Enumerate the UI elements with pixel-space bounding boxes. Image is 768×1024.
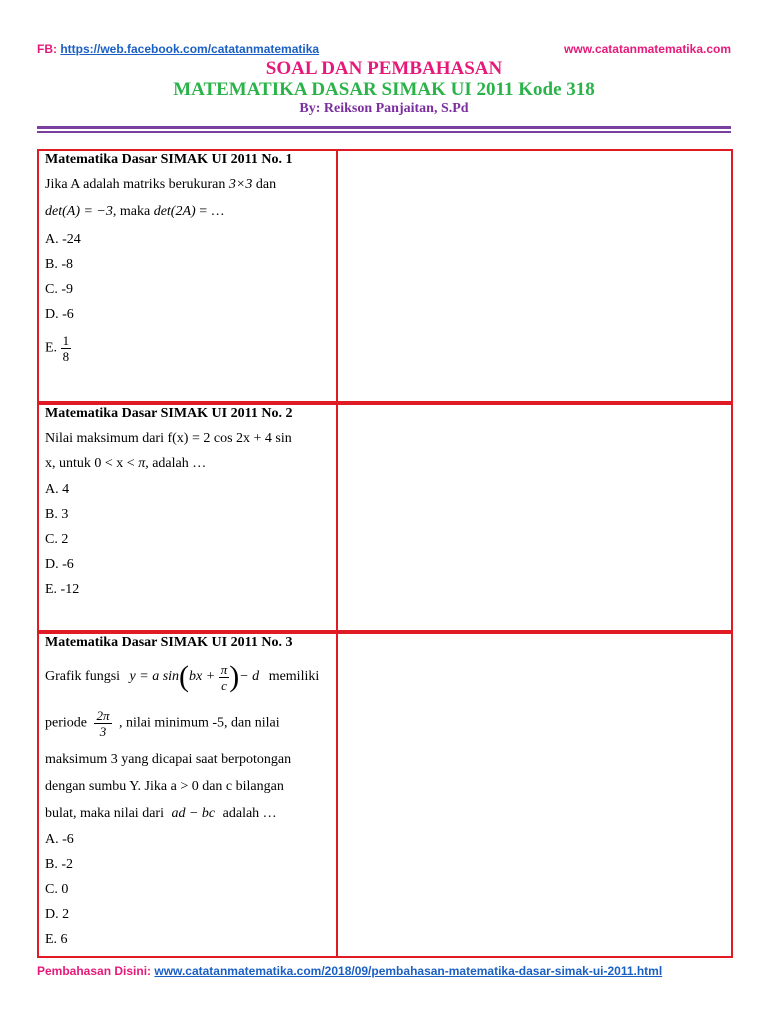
q3-memiliki: memiliki [268, 669, 320, 684]
q3-option-a: A. -6 [45, 832, 74, 847]
q3-y-asin: y = a sin [129, 669, 180, 684]
q3-grafik: Grafik fungsi [45, 669, 121, 684]
q3-period-fraction [94, 708, 111, 739]
q1-option-d: D. -6 [45, 307, 74, 322]
q2-pi: π [138, 456, 146, 471]
q2-option-b: B. 3 [45, 507, 69, 522]
q1-option-e [45, 333, 71, 364]
q3-adalah: adalah … [222, 806, 277, 821]
fraction-numerator: 2π [96, 708, 110, 723]
q3-option-d: D. 2 [45, 907, 70, 922]
q1-maka: , maka [112, 204, 151, 219]
question-3-line-3: maksimum 3 yang dicapai saat berpotongan [45, 752, 292, 767]
fraction-numerator: π [220, 661, 228, 677]
question-2-cell [37, 403, 338, 632]
fraction-numerator: 1 [62, 333, 70, 348]
q1-option-a: A. -24 [45, 232, 81, 247]
footer-label: Pembahasan Disini: [37, 964, 152, 978]
q1-option-c: C. -9 [45, 282, 73, 297]
q1-equals: = … [199, 204, 225, 219]
question-3-line-1 [45, 660, 319, 694]
q3-periode: periode [45, 715, 87, 731]
answer-3-cell [338, 632, 733, 958]
fraction-denominator: c [221, 677, 227, 693]
q1-option-e-label: E. [45, 340, 58, 356]
footer [37, 964, 662, 978]
question-3-heading: Matematika Dasar SIMAK UI 2011 No. 3 [45, 635, 293, 650]
q3-option-c: C. 0 [45, 882, 69, 897]
q1-text-dan: dan [255, 177, 277, 192]
page-subtitle: MATEMATIKA DASAR SIMAK UI 2011 Kode 318 [173, 79, 595, 100]
q2-option-e: E. -12 [45, 582, 80, 597]
answer-2-cell [338, 403, 733, 632]
question-2-line-1: Nilai maksimum dari f(x) = 2 cos 2x + 4 sin [45, 431, 292, 446]
question-3-line-2 [45, 708, 280, 739]
author-line: By: Reikson Panjaitan, S.Pd [299, 101, 469, 116]
q2-option-d: D. -6 [45, 557, 74, 572]
q3-option-e: E. 6 [45, 932, 68, 947]
question-3-cell [37, 632, 338, 958]
question-1-heading: Matematika Dasar SIMAK UI 2011 No. 1 [45, 152, 293, 167]
q3-bx: bx + [189, 669, 216, 684]
question-3-line-4: dengan sumbu Y. Jika a > 0 dan c bilangan [45, 779, 284, 794]
page-title: SOAL DAN PEMBAHASAN [265, 58, 503, 79]
q3-nilai-min: , nilai minimum -5, dan nilai [119, 715, 280, 731]
q3-minus-d: − d [239, 669, 260, 684]
question-1-line-1 [45, 177, 276, 193]
q3-bulat: bulat, maka nilai dari [45, 806, 164, 821]
q1-det-a: det(A) = −3 [45, 204, 113, 219]
q3-right-paren: ) [229, 660, 240, 693]
q1-text: Jika A adalah matriks berukuran [45, 177, 226, 192]
q3-ad-bc: ad − bc [171, 806, 216, 821]
question-2-heading: Matematika Dasar SIMAK UI 2011 No. 2 [45, 406, 293, 421]
q3-option-b: B. -2 [45, 857, 73, 872]
q2-adalah: , adalah … [145, 456, 207, 471]
facebook-link-group [37, 42, 319, 56]
facebook-link[interactable]: https://web.facebook.com/catatanmatematika [60, 42, 320, 56]
question-1-line-2 [45, 204, 225, 220]
question-3-line-5 [45, 806, 277, 822]
question-2-line-2 [45, 456, 206, 472]
q3-left-paren: ( [179, 660, 190, 693]
answer-1-cell [338, 149, 733, 403]
divider-line-thin [37, 131, 731, 133]
q1-option-e-fraction [61, 333, 72, 364]
fb-label: FB: [37, 42, 57, 56]
q1-det-2a: det(2A) [153, 204, 196, 219]
question-1-cell [37, 149, 338, 403]
q2-option-a: A. 4 [45, 482, 70, 497]
q3-pi-over-c [219, 662, 230, 693]
fraction-denominator: 8 [62, 349, 70, 364]
site-url[interactable]: www.catatanmatematika.com [564, 42, 731, 56]
q1-option-b: B. -8 [45, 257, 73, 272]
fraction-denominator: 3 [99, 724, 107, 739]
divider-line [37, 126, 731, 129]
footer-link[interactable]: www.catatanmatematika.com/2018/09/pembahasan-matematika-dasar-simak-ui-2011.html [154, 964, 663, 978]
q1-matrix-size: 3×3 [228, 177, 253, 192]
q2-range: x, untuk 0 < x < [45, 456, 135, 471]
q2-option-c: C. 2 [45, 532, 69, 547]
